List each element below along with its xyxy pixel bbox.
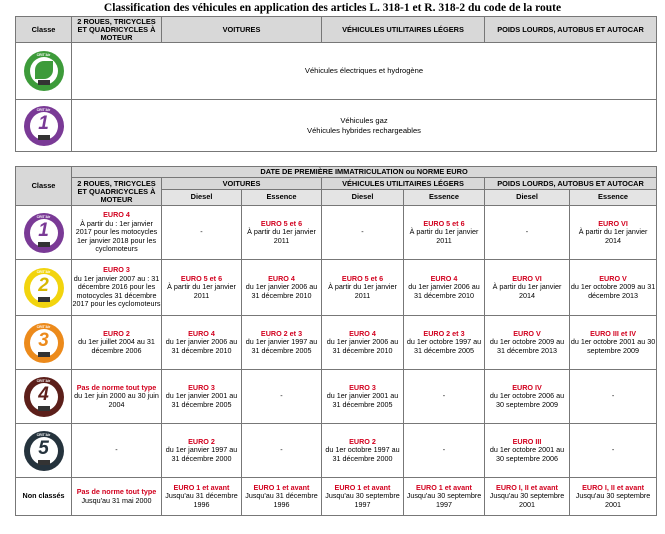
date-range-text: -	[611, 391, 615, 401]
date-range-text: À partir du 1er janvier 2011	[328, 282, 397, 300]
cell-c2r	[72, 478, 162, 516]
hybrid-vehicles-text: Véhicules hybrides rechargeables	[307, 125, 421, 135]
euro-norm-label: EURO 5 et 6	[341, 273, 384, 283]
euro-norm-label: EURO 1 et avant	[416, 482, 472, 492]
sub-diesel: Diesel	[485, 190, 570, 206]
cell-vd	[162, 316, 242, 370]
critair-1-badge-icon: CRIT'Air 1	[24, 106, 64, 146]
euro-norm-label: EURO III et IV	[590, 328, 637, 338]
cell-pd	[485, 478, 570, 516]
date-header: DATE DE PREMIÈRE IMMATRICULATION ou NORME EURO	[72, 167, 657, 178]
cell-ud	[322, 316, 404, 370]
main-header-voitures: VOITURES	[162, 178, 322, 190]
date-range-text: À partir du 1er janvier 2014	[492, 282, 562, 300]
date-range-text: -	[442, 445, 446, 455]
date-range-text: À partir du 1er janvier 2011	[167, 282, 236, 300]
cell-pd	[485, 316, 570, 370]
date-range-text: Jusqu'au 30 septembre 1997	[406, 491, 482, 509]
cell-pe	[570, 370, 657, 424]
date-range-text: -	[200, 227, 203, 237]
date-range-text: À partir du : 1er janvier 2017 pour les motocycles 1er janvier 2018 pour les cyclomoteurs	[75, 218, 158, 254]
badge-cell	[16, 370, 72, 424]
cell-vd	[162, 260, 242, 316]
critair-5-badge-icon: CRIT'Air 5	[24, 431, 64, 471]
critair-zero-badge-icon: CRIT'Air	[24, 51, 64, 91]
euro-norm-label: EURO V	[513, 328, 541, 338]
electric-vehicles-cell: Véhicules électriques et hydrogène	[72, 43, 657, 100]
cell-ve	[242, 260, 322, 316]
sub-essence: Essence	[242, 190, 322, 206]
cell-c2r	[72, 370, 162, 424]
euro-norm-label: Pas de norme tout type	[76, 382, 157, 392]
cell-vd	[162, 478, 242, 516]
euro-norm-label: EURO 4	[188, 328, 215, 338]
euro-norm-label: EURO III	[512, 436, 542, 446]
cell-ud	[322, 370, 404, 424]
date-range-text: -	[442, 391, 446, 401]
date-range-text: du 1er octobre 2009 au 31 décembre 2013	[489, 337, 565, 355]
date-range-text: Jusqu'au 30 septembre 1997	[325, 491, 400, 509]
date-range-text: Jusqu'au 31 décembre 1996	[245, 491, 318, 509]
header-classe: Classe	[16, 17, 72, 43]
date-range-text: du 1er juillet 2004 au 31 décembre 2006	[78, 337, 155, 355]
cell-ve	[242, 478, 322, 516]
date-range-text: du 1er janvier 2006 au 31 décembre 2010	[408, 282, 480, 300]
date-range-text: Jusqu'au 31 mai 2000	[81, 495, 152, 505]
euro-norm-label: EURO 1 et avant	[173, 482, 230, 492]
euro-norm-label: EURO 1 et avant	[253, 482, 310, 492]
cell-ve	[242, 424, 322, 478]
date-range-text: -	[280, 391, 283, 401]
cell-pd	[485, 370, 570, 424]
date-range-text: Jusqu'au 31 décembre 1996	[165, 491, 238, 509]
header-voitures: VOITURES	[162, 17, 322, 43]
table-row	[16, 260, 657, 316]
euro-norm-label: EURO 2 et 3	[423, 328, 465, 338]
critair-classification-table	[15, 166, 657, 516]
badge-cell	[16, 316, 72, 370]
date-range-text: du 1er octobre 1997 au 31 décembre 2005	[406, 337, 482, 355]
cell-ud	[322, 478, 404, 516]
cell-ue	[404, 370, 485, 424]
date-range-text: du 1er janvier 2006 au 31 décembre 2010	[165, 337, 238, 355]
sub-essence: Essence	[404, 190, 485, 206]
cell-pe	[570, 478, 657, 516]
cell-ve	[242, 316, 322, 370]
table-row	[16, 478, 657, 516]
date-range-text: -	[280, 445, 283, 455]
date-range-text: À partir du 1er janvier 2011	[409, 227, 479, 245]
non-classes-label: Non classés	[16, 478, 72, 516]
date-range-text: du 1er janvier 2006 au 31 décembre 2010	[245, 282, 318, 300]
euro-norm-label: EURO I, II et avant	[496, 482, 558, 492]
cell-pe	[570, 424, 657, 478]
date-range-text: À partir du 1er janvier 2011	[247, 227, 316, 245]
date-range-text: -	[611, 445, 615, 455]
sub-essence: Essence	[570, 190, 657, 206]
date-range-text: du 1er octobre 2001 au 30 septembre 2006	[489, 445, 565, 463]
badge-cell-1-top	[16, 100, 72, 152]
euro-norm-label: EURO 5 et 6	[260, 218, 303, 228]
badge-cell	[16, 260, 72, 316]
cell-ue	[404, 260, 485, 316]
gas-hybrid-cell	[72, 100, 657, 152]
euro-norm-label: Pas de norme tout type	[76, 487, 157, 497]
cell-vd	[162, 370, 242, 424]
special-classes-table	[15, 16, 657, 152]
date-range-text: du 1er janvier 2001 au 31 décembre 2005	[326, 391, 399, 409]
cell-pd	[485, 206, 570, 260]
euro-norm-label: EURO 1 et avant	[334, 482, 391, 492]
gas-vehicles-text: Véhicules gaz	[340, 115, 388, 125]
main-header-classe: Classe	[16, 167, 72, 206]
header-pl: POIDS LOURDS, AUTOBUS ET AUTOCAR	[485, 17, 657, 43]
sub-diesel: Diesel	[322, 190, 404, 206]
date-range-text: du 1er janvier 1997 au 31 décembre 2005	[245, 337, 318, 355]
cell-vd	[162, 424, 242, 478]
date-range-text: -	[361, 227, 364, 237]
euro-norm-label: EURO 5 et 6	[423, 218, 465, 228]
main-header-vul: VÉHICULES UTILITAIRES LÉGERS	[322, 178, 485, 190]
euro-norm-label: EURO 3	[188, 382, 215, 392]
table-row	[16, 316, 657, 370]
euro-norm-label: EURO 5 et 6	[180, 273, 223, 283]
critair-4-badge-icon: CRIT'Air 4	[24, 377, 64, 417]
main-header-2roues: 2 ROUES, TRICYCLES ET QUADRICYCLES À MOTEUR	[72, 178, 162, 206]
date-range-text: Jusqu'au 30 septembre 2001	[575, 491, 651, 509]
euro-norm-label: EURO 3	[103, 265, 130, 275]
critair-1-badge-icon: CRIT'Air 1	[24, 213, 64, 253]
euro-norm-label: EURO IV	[512, 382, 542, 392]
cell-ud	[322, 424, 404, 478]
euro-norm-label: EURO 4	[349, 328, 376, 338]
table-row	[16, 424, 657, 478]
table-row	[16, 370, 657, 424]
euro-norm-label: EURO 2 et 3	[260, 328, 303, 338]
sub-diesel: Diesel	[162, 190, 242, 206]
cell-ve	[242, 370, 322, 424]
badge-cell-zero	[16, 43, 72, 100]
badge-cell	[16, 206, 72, 260]
critair-3-badge-icon: CRIT'Air 3	[24, 323, 64, 363]
date-range-text: -	[115, 445, 118, 455]
euro-norm-label: EURO 2	[349, 436, 376, 446]
euro-norm-label: EURO 4	[103, 210, 130, 220]
euro-norm-label: EURO 2	[103, 328, 130, 338]
cell-pe	[570, 316, 657, 370]
table-row	[16, 206, 657, 260]
cell-ud	[322, 260, 404, 316]
date-range-text: du 1er janvier 1997 au 31 décembre 2000	[165, 445, 238, 463]
cell-pd	[485, 260, 570, 316]
date-range-text: du 1er janvier 2006 au 31 décembre 2010	[326, 337, 399, 355]
header-2roues: 2 ROUES, TRICYCLES ET QUADRICYCLES À MOTEUR	[72, 17, 162, 43]
date-range-text: du 1er octobre 1997 au 31 décembre 2000	[325, 445, 400, 463]
cell-ue	[404, 424, 485, 478]
euro-norm-label: EURO VI	[512, 273, 542, 283]
cell-c2r	[72, 206, 162, 260]
euro-norm-label: EURO 3	[349, 382, 376, 392]
date-range-text: du 1er octobre 2001 au 30 septembre 2009	[570, 337, 656, 355]
cell-ue	[404, 316, 485, 370]
cell-pe	[570, 206, 657, 260]
page-title: Classification des véhicules en application des articles L. 318-1 et R. 318-2 du code de la route	[103, 2, 562, 14]
cell-c2r	[72, 316, 162, 370]
cell-pd	[485, 424, 570, 478]
cell-c2r	[72, 260, 162, 316]
cell-vd	[162, 206, 242, 260]
main-header-pl: POIDS LOURDS, AUTOBUS ET AUTOCAR	[485, 178, 657, 190]
date-range-text: du 1er octobre 2009 au 31 décembre 2013	[570, 282, 656, 300]
date-range-text: du 1er janvier 2001 au 31 décembre 2005	[165, 391, 238, 409]
date-range-text: du 1er janvier 2007 au : 31 décembre 2016 pour les motocycles 31 décembre 2017 pour les cyclomoteurs	[72, 273, 161, 309]
date-range-text: À partir du 1er janvier 2014	[578, 227, 648, 245]
date-range-text: du 1er octobre 2006 au 30 septembre 2009	[489, 391, 565, 409]
critair-2-badge-icon: CRIT'Air 2	[24, 268, 64, 308]
date-range-text: -	[525, 227, 529, 237]
date-range-text: du 1er juin 2000 au 30 juin 2004	[74, 391, 159, 409]
date-range-text: Jusqu'au 30 septembre 2001	[489, 491, 565, 509]
badge-cell	[16, 424, 72, 478]
euro-norm-label: EURO VI	[598, 218, 628, 228]
euro-norm-label: EURO V	[599, 273, 627, 283]
cell-ue	[404, 478, 485, 516]
cell-ve	[242, 206, 322, 260]
cell-ue	[404, 206, 485, 260]
euro-norm-label: EURO 2	[188, 436, 215, 446]
cell-c2r	[72, 424, 162, 478]
cell-ud	[322, 206, 404, 260]
cell-pe	[570, 260, 657, 316]
euro-norm-label: EURO 4	[430, 273, 458, 283]
euro-norm-label: EURO 4	[268, 273, 295, 283]
header-vul: VÉHICULES UTILITAIRES LÉGERS	[322, 17, 485, 43]
euro-norm-label: EURO I, II et avant	[582, 482, 644, 492]
